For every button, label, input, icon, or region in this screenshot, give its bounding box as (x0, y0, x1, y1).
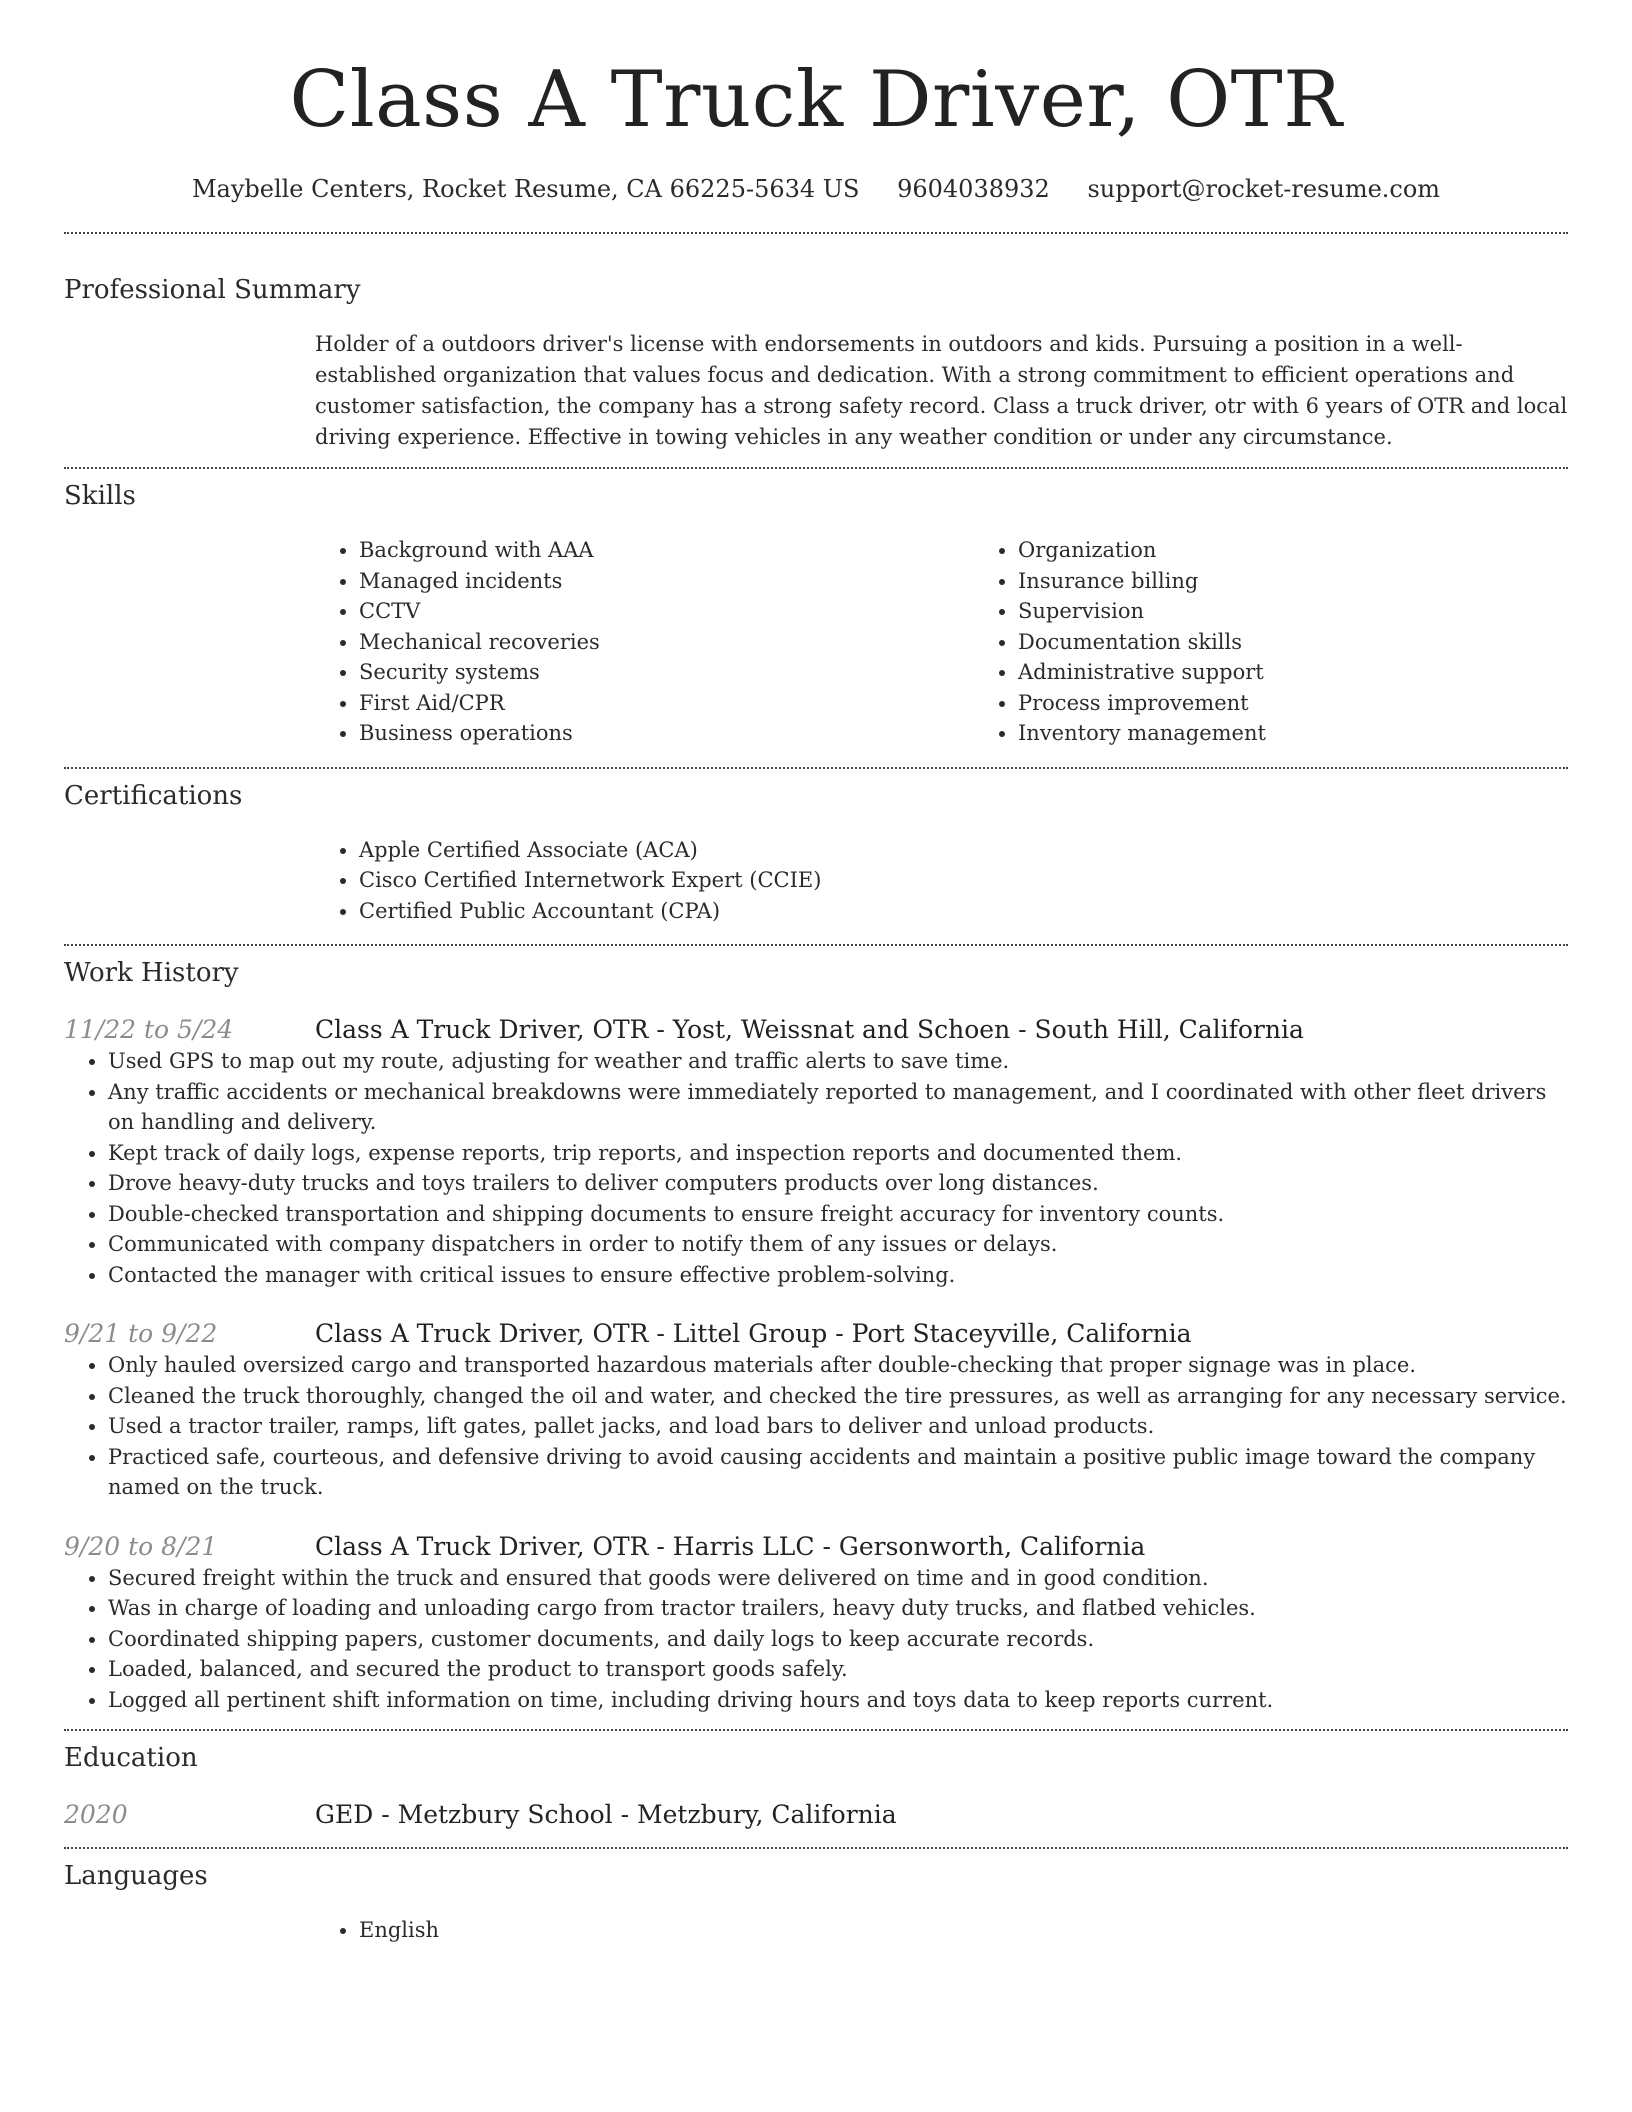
contact-address: Maybelle Centers, Rocket Resume, CA 66225-5634 US (191, 175, 860, 203)
skill-item: • Administrative support (1018, 657, 1632, 688)
summary-content (315, 329, 1568, 453)
certification-item: • Cisco Certified Internetwork Expert (CCIE) (359, 865, 1568, 896)
certifications-list (315, 835, 1568, 927)
education-heading: GED - Metzbury School - Metzbury, California (315, 1800, 897, 1829)
languages-content (315, 1915, 1568, 1946)
job-bullet: • Communicated with company dispatchers in order to notify them of any issues or delays. (108, 1229, 1568, 1260)
job-bullet: • Used a tractor trailer, ramps, lift gates, pallet jacks, and load bars to deliver and unload products. (108, 1411, 1568, 1442)
skill-item: • First Aid/CPR (359, 688, 974, 719)
job-bullet: • Cleaned the truck thoroughly, changed the oil and water, and checked the tire pressures, as well as arranging for any necessary service. (108, 1381, 1568, 1412)
skill-item: • Inventory management (1018, 718, 1632, 749)
education-year: 2020 (64, 1800, 128, 1829)
resume-page (64, 0, 1568, 1946)
skill-item: • Organization (1018, 535, 1632, 566)
languages-title: Languages (64, 1861, 208, 1891)
job-bullet: • Kept track of daily logs, expense reports, trip reports, and inspection reports and documented them. (108, 1138, 1568, 1169)
job-bullet: • Secured freight within the truck and ensured that goods were delivered on time and in good condition. (108, 1563, 1568, 1594)
job-bullet: • Loaded, balanced, and secured the product to transport goods safely. (108, 1654, 1568, 1685)
job-header (64, 1014, 1568, 1046)
contact-phone: 9604038932 (897, 175, 1050, 203)
job-header (64, 1531, 1568, 1563)
work-history-section (64, 946, 1568, 1715)
language-item: • English (359, 1915, 1568, 1946)
job-header (64, 1318, 1568, 1350)
job-bullets (64, 1046, 1568, 1290)
job-bullet: • Double-checked transportation and shipping documents to ensure freight accuracy for inventory counts. (108, 1199, 1568, 1230)
education-section (64, 1731, 1568, 1831)
skill-item: • Process improvement (1018, 688, 1632, 719)
certification-item: • Apple Certified Associate (ACA) (359, 835, 1568, 866)
resume-header (64, 0, 1568, 204)
candidate-name: Class A Truck Driver, OTR (289, 55, 1343, 145)
job-entry (64, 1014, 1568, 1290)
job-bullet: • Coordinated shipping papers, customer documents, and daily logs to keep accurate records. (108, 1624, 1568, 1655)
job-heading: Class A Truck Driver, OTR - Littel Group - Port Staceyville, California (315, 1319, 1192, 1348)
contact-email: support@rocket-resume.com (1087, 175, 1441, 203)
job-entry (64, 1531, 1568, 1716)
job-heading: Class A Truck Driver, OTR - Yost, Weissnat and Schoen - South Hill, California (315, 1015, 1304, 1044)
skill-item: • Managed incidents (359, 566, 974, 597)
job-bullet: • Logged all pertinent shift information on time, including driving hours and toys data to keep reports current. (108, 1685, 1568, 1716)
job-bullet: • Drove heavy-duty trucks and toys trailers to deliver computers products over long distances. (108, 1168, 1568, 1199)
skills-title: Skills (64, 481, 136, 511)
job-dates: 9/20 to 8/21 (64, 1531, 218, 1561)
skill-item: • Mechanical recoveries (359, 627, 974, 658)
job-heading: Class A Truck Driver, OTR - Harris LLC - Gersonworth, California (315, 1531, 1146, 1561)
skills-list-left (315, 535, 974, 749)
languages-list (315, 1915, 1568, 1946)
skill-item: • Background with AAA (359, 535, 974, 566)
work-history-title: Work History (64, 958, 239, 988)
contact-line (64, 174, 1568, 204)
education-entry (64, 1799, 1568, 1831)
job-bullet: • Contacted the manager with critical issues to ensure effective problem-solving. (108, 1260, 1568, 1291)
skills-section (64, 469, 1568, 749)
summary-section (64, 234, 1568, 453)
job-bullet: • Practiced safe, courteous, and defensive driving to avoid causing accidents and maintain a positive public image toward the company named on the truck. (108, 1442, 1568, 1503)
certifications-content (315, 835, 1568, 927)
job-bullet: • Was in charge of loading and unloading cargo from tractor trailers, heavy duty trucks, and flatbed vehicles. (108, 1593, 1568, 1624)
job-dates: 11/22 to 5/24 (64, 1015, 234, 1044)
certification-item: • Certified Public Accountant (CPA) (359, 896, 1568, 927)
skill-item: • Business operations (359, 718, 974, 749)
job-bullet: • Used GPS to map out my route, adjusting for weather and traffic alerts to save time. (108, 1046, 1568, 1077)
skill-item: • Supervision (1018, 596, 1632, 627)
job-bullets (64, 1563, 1568, 1716)
summary-text: Holder of a outdoors driver's license with endorsements in outdoors and kids. Pursuing a position in a well-established organization that values focus and dedication. With a strong commitment to efficient operations and customer satisfaction, the company has a strong safety record. Class a truck driver, otr with 6 years of OTR and local driving experience. Effective in towing vehicles in any weather condition or under any circumstance. (315, 332, 1568, 449)
skill-item: • Insurance billing (1018, 566, 1632, 597)
certifications-title: Certifications (64, 780, 243, 811)
skill-item: • Security systems (359, 657, 974, 688)
job-bullet: • Only hauled oversized cargo and transported hazardous materials after double-checking that proper signage was in place. (108, 1350, 1568, 1381)
certifications-section (64, 769, 1568, 927)
skill-item: • Documentation skills (1018, 627, 1632, 658)
job-entry (64, 1318, 1568, 1503)
skill-item: • CCTV (359, 596, 974, 627)
job-dates: 9/21 to 9/22 (64, 1319, 218, 1348)
job-bullet: • Any traffic accidents or mechanical breakdowns were immediately reported to management, and I coordinated with other fleet drivers on handling and delivery. (108, 1077, 1568, 1138)
summary-title: Professional Summary (64, 275, 361, 305)
skills-list-right (974, 535, 1632, 749)
job-bullets (64, 1350, 1568, 1503)
languages-section (64, 1849, 1568, 1946)
education-title: Education (64, 1743, 198, 1773)
skills-grid (315, 535, 1568, 749)
